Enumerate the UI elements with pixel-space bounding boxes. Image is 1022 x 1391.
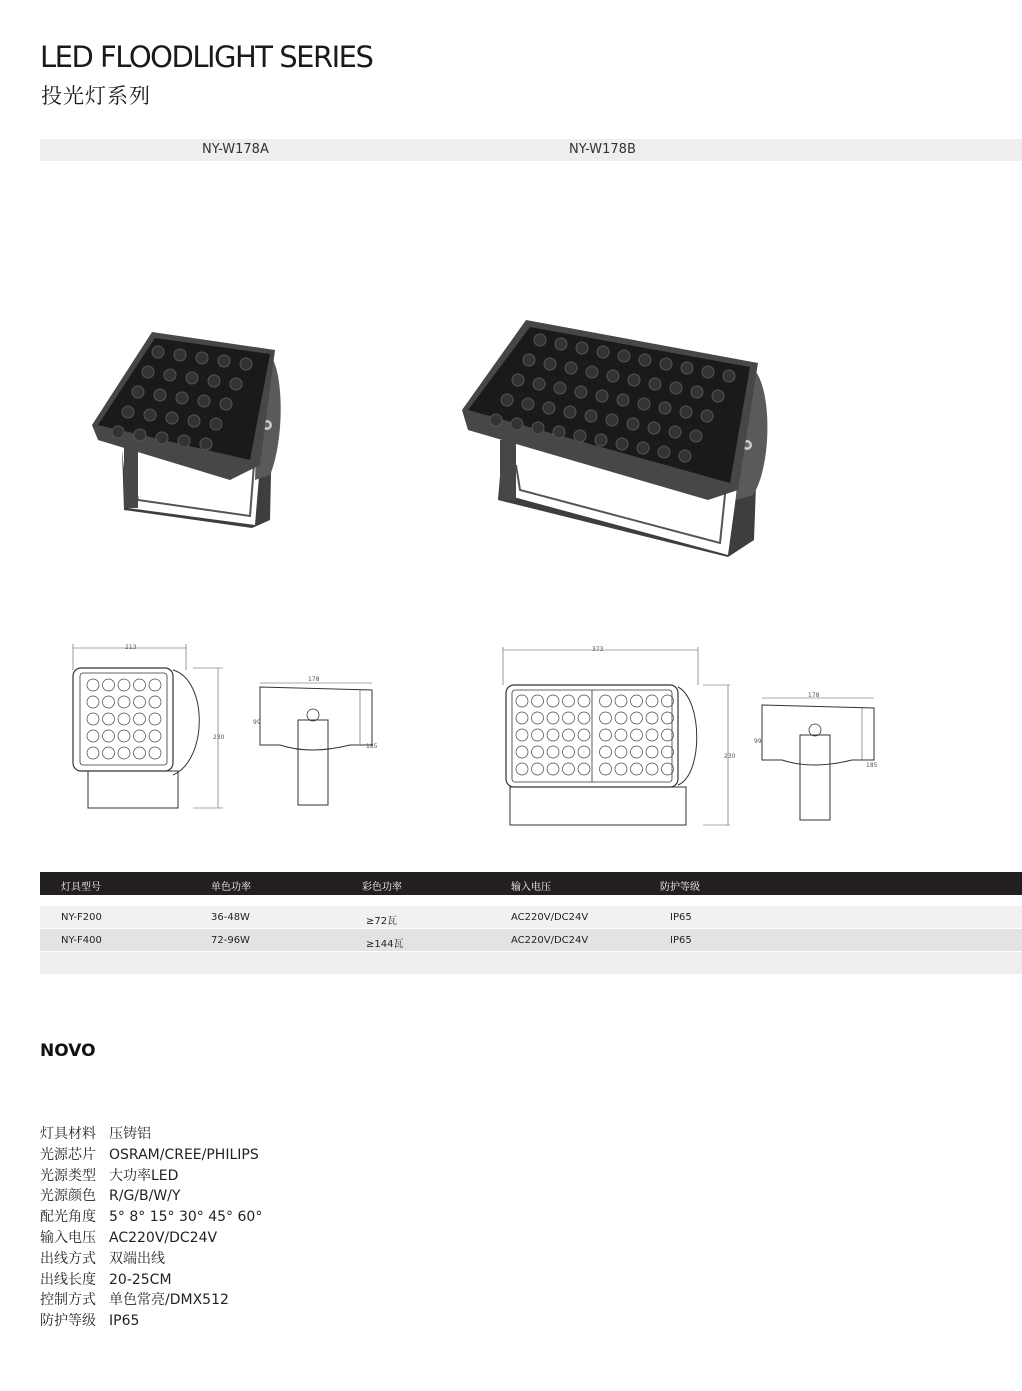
led-lens xyxy=(149,679,161,691)
spec-label: 光源芯片 xyxy=(40,1146,96,1163)
led-lens xyxy=(631,746,643,758)
led-lens xyxy=(174,349,186,361)
led-lens xyxy=(578,712,590,724)
spec-list xyxy=(40,1124,262,1332)
col-header-ip: 防护等级 xyxy=(660,882,700,893)
led-lens xyxy=(196,352,208,364)
led-lens xyxy=(600,763,612,775)
led-lens xyxy=(646,695,658,707)
spec-table-header xyxy=(40,872,1022,895)
spec-item xyxy=(40,1270,262,1291)
led-lens xyxy=(563,729,575,741)
led-lens xyxy=(578,695,590,707)
led-lens xyxy=(523,354,535,366)
led-lens xyxy=(547,729,559,741)
led-lens xyxy=(659,402,671,414)
led-lens xyxy=(646,712,658,724)
col-header-mono-power: 单色功率 xyxy=(211,882,251,893)
spec-item xyxy=(40,1166,262,1187)
led-lens xyxy=(154,389,166,401)
led-lens xyxy=(87,696,99,708)
spec-label: 控制方式 xyxy=(40,1292,96,1309)
dim-a-width: 213 xyxy=(125,644,137,651)
led-lens xyxy=(532,729,544,741)
dim-a-height: 230 xyxy=(213,734,225,741)
led-lens xyxy=(547,695,559,707)
led-lens xyxy=(134,747,146,759)
led-lens xyxy=(122,406,134,418)
dim-a-side-height: 185 xyxy=(366,743,378,750)
cell-model: NY-F200 xyxy=(61,912,102,923)
led-lens xyxy=(646,729,658,741)
led-lens xyxy=(600,712,612,724)
cell-color-power: ≥72瓦 xyxy=(366,916,398,927)
led-lens xyxy=(544,358,556,370)
led-lens xyxy=(646,746,658,758)
table-row xyxy=(40,906,1022,928)
led-lens xyxy=(596,390,608,402)
led-lens xyxy=(149,713,161,725)
led-lens xyxy=(660,358,672,370)
led-lens xyxy=(118,679,130,691)
dim-b-width: 373 xyxy=(592,646,604,653)
spec-label: 光源颜色 xyxy=(40,1188,96,1205)
col-header-color-power: 彩色功率 xyxy=(362,882,402,893)
spec-value: 5° 8° 15° 30° 45° 60° xyxy=(109,1209,263,1226)
cell-mono-power: 36-48W xyxy=(211,912,250,923)
led-lens xyxy=(585,410,597,422)
dim-a-side-width: 178 xyxy=(308,676,320,683)
led-lens xyxy=(208,375,220,387)
led-lens xyxy=(690,430,702,442)
led-lens xyxy=(87,730,99,742)
led-lens xyxy=(574,430,586,442)
led-lens xyxy=(176,392,188,404)
led-lens xyxy=(575,386,587,398)
drawing-b-front xyxy=(498,645,743,830)
led-lens xyxy=(511,418,523,430)
led-lens xyxy=(555,338,567,350)
led-lens xyxy=(702,366,714,378)
spec-item xyxy=(40,1145,262,1166)
led-lens xyxy=(627,418,639,430)
led-lens xyxy=(563,712,575,724)
model-label-b: NY-W178B xyxy=(569,142,636,157)
led-lens xyxy=(597,346,609,358)
led-lens xyxy=(142,366,154,378)
led-lens xyxy=(701,410,713,422)
led-lens xyxy=(166,412,178,424)
table-row-empty xyxy=(40,952,1022,974)
led-lens xyxy=(149,730,161,742)
led-lens xyxy=(628,374,640,386)
model-label-a: NY-W178A xyxy=(202,142,269,157)
col-header-voltage: 输入电压 xyxy=(511,882,551,893)
page-subtitle: 投光灯系列 xyxy=(41,84,151,108)
led-lens xyxy=(723,370,735,382)
led-lens xyxy=(554,382,566,394)
led-lens xyxy=(680,406,692,418)
product-image-a xyxy=(80,320,300,535)
led-lens xyxy=(149,696,161,708)
led-lens xyxy=(606,414,618,426)
led-lens xyxy=(564,406,576,418)
led-lens xyxy=(576,342,588,354)
led-lens xyxy=(134,679,146,691)
led-lens xyxy=(532,712,544,724)
led-lens xyxy=(631,729,643,741)
led-lens xyxy=(200,438,212,450)
led-lens xyxy=(578,746,590,758)
led-lens xyxy=(186,372,198,384)
led-lens xyxy=(615,712,627,724)
led-lens xyxy=(578,729,590,741)
cell-ip: IP65 xyxy=(670,935,692,946)
spec-label: 配光角度 xyxy=(40,1209,96,1226)
led-lens xyxy=(658,446,670,458)
led-lens xyxy=(118,696,130,708)
led-lens xyxy=(543,402,555,414)
led-lens xyxy=(134,429,146,441)
led-lens xyxy=(156,432,168,444)
spec-item xyxy=(40,1290,262,1311)
led-lens xyxy=(616,438,628,450)
spec-item xyxy=(40,1249,262,1270)
led-lens xyxy=(547,746,559,758)
spec-label: 出线长度 xyxy=(40,1271,96,1288)
led-lens xyxy=(220,398,232,410)
led-lens xyxy=(615,695,627,707)
led-lens xyxy=(618,350,630,362)
led-lens xyxy=(230,378,242,390)
spec-value: 20-25CM xyxy=(109,1271,172,1288)
led-lens xyxy=(87,679,99,691)
led-lens xyxy=(679,450,691,462)
led-lens xyxy=(586,366,598,378)
led-lens xyxy=(516,746,528,758)
led-lens xyxy=(631,712,643,724)
led-lens xyxy=(103,730,115,742)
drawing-a-side xyxy=(250,675,380,810)
cell-model: NY-F400 xyxy=(61,935,102,946)
led-lens xyxy=(103,747,115,759)
spec-value: 压铸铝 xyxy=(109,1126,151,1142)
led-lens xyxy=(516,712,528,724)
led-lens xyxy=(600,729,612,741)
spec-value: IP65 xyxy=(109,1313,140,1330)
led-lens xyxy=(648,422,660,434)
led-lens xyxy=(670,382,682,394)
cell-mono-power: 72-96W xyxy=(211,935,250,946)
led-lens xyxy=(578,763,590,775)
dim-b-side-left: 99 xyxy=(754,738,762,745)
led-lens xyxy=(638,398,650,410)
led-lens xyxy=(134,713,146,725)
led-lens xyxy=(615,729,627,741)
led-lens xyxy=(532,763,544,775)
drawing-b-side xyxy=(752,690,882,825)
led-lens xyxy=(134,696,146,708)
led-lens xyxy=(112,426,124,438)
led-lens xyxy=(118,747,130,759)
led-lens xyxy=(516,729,528,741)
drawing-a-front xyxy=(68,640,238,815)
spec-item xyxy=(40,1207,262,1228)
led-lens xyxy=(144,409,156,421)
led-lens xyxy=(600,746,612,758)
led-lens xyxy=(198,395,210,407)
cell-ip: IP65 xyxy=(670,912,692,923)
brand-name: NOVO xyxy=(40,1041,96,1061)
cell-voltage: AC220V/DC24V xyxy=(511,912,589,923)
led-lens xyxy=(681,362,693,374)
page-title: LED FLOODLIGHT SERIES xyxy=(40,40,373,74)
led-lens xyxy=(547,712,559,724)
led-lens xyxy=(563,695,575,707)
spec-item xyxy=(40,1228,262,1249)
led-lens xyxy=(607,370,619,382)
led-lens xyxy=(188,415,200,427)
led-lens xyxy=(534,334,546,346)
spec-label: 输入电压 xyxy=(40,1229,96,1246)
led-lens xyxy=(240,358,252,370)
led-lens xyxy=(118,713,130,725)
led-lens xyxy=(646,763,658,775)
spec-item xyxy=(40,1311,262,1332)
led-lens xyxy=(712,390,724,402)
led-lens xyxy=(522,398,534,410)
led-lens xyxy=(103,679,115,691)
spec-label: 灯具材料 xyxy=(40,1126,96,1142)
spec-value: 大功率LED xyxy=(109,1167,179,1184)
spec-value: R/G/B/W/Y xyxy=(109,1188,181,1205)
led-lens xyxy=(547,763,559,775)
led-lens xyxy=(553,426,565,438)
led-lens xyxy=(532,422,544,434)
led-lens xyxy=(563,746,575,758)
spec-label: 防护等级 xyxy=(40,1313,96,1330)
led-lens xyxy=(178,435,190,447)
led-lens xyxy=(533,378,545,390)
led-lens xyxy=(691,386,703,398)
led-lens xyxy=(516,695,528,707)
led-lens xyxy=(152,346,164,358)
led-lens xyxy=(563,763,575,775)
led-lens xyxy=(134,730,146,742)
spec-item xyxy=(40,1186,262,1207)
led-lens xyxy=(490,414,502,426)
led-lens xyxy=(103,696,115,708)
led-lens xyxy=(600,695,612,707)
spec-label: 光源类型 xyxy=(40,1167,96,1184)
led-lens xyxy=(639,354,651,366)
model-bar xyxy=(40,139,1022,161)
dim-b-side-height: 185 xyxy=(866,762,878,769)
led-lens xyxy=(87,713,99,725)
led-lens xyxy=(501,394,513,406)
table-row xyxy=(40,929,1022,951)
spec-value: 双端出线 xyxy=(109,1250,165,1267)
cell-color-power: ≥144瓦 xyxy=(366,939,404,950)
col-header-model: 灯具型号 xyxy=(61,882,101,893)
spec-value: AC220V/DC24V xyxy=(109,1229,218,1246)
led-lens xyxy=(218,355,230,367)
led-lens xyxy=(87,747,99,759)
led-lens xyxy=(132,386,144,398)
led-lens xyxy=(516,763,528,775)
led-lens xyxy=(615,746,627,758)
led-lens xyxy=(118,730,130,742)
spec-label: 出线方式 xyxy=(40,1250,96,1267)
led-lens xyxy=(164,369,176,381)
spec-value: 单色常亮/DMX512 xyxy=(109,1292,229,1309)
dim-b-height: 230 xyxy=(724,753,736,760)
led-lens xyxy=(617,394,629,406)
led-lens xyxy=(532,695,544,707)
led-lens xyxy=(637,442,649,454)
led-lens xyxy=(631,695,643,707)
led-lens xyxy=(149,747,161,759)
led-lens xyxy=(669,426,681,438)
spec-value: OSRAM/CREE/PHILIPS xyxy=(109,1146,259,1163)
led-lens xyxy=(103,713,115,725)
product-image-b xyxy=(458,315,778,560)
led-lens xyxy=(210,418,222,430)
led-lens xyxy=(615,763,627,775)
dim-b-side-width: 178 xyxy=(808,692,820,699)
dim-a-side-left: 99 xyxy=(253,719,261,726)
led-lens xyxy=(512,374,524,386)
led-lens xyxy=(532,746,544,758)
spec-item xyxy=(40,1124,262,1145)
led-lens xyxy=(649,378,661,390)
cell-voltage: AC220V/DC24V xyxy=(511,935,589,946)
led-lens xyxy=(565,362,577,374)
led-lens xyxy=(595,434,607,446)
led-lens xyxy=(631,763,643,775)
